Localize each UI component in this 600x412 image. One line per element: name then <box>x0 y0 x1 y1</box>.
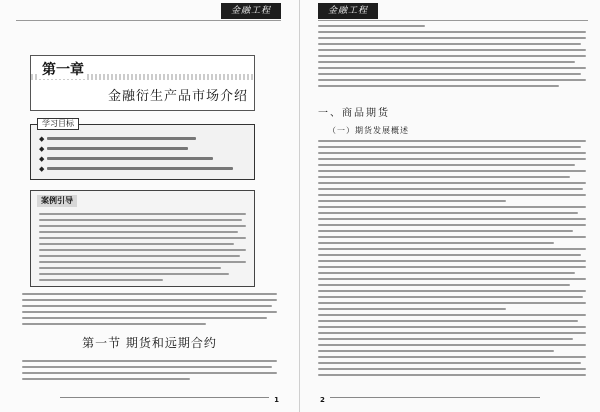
text-line <box>318 320 578 322</box>
text-line <box>318 314 586 316</box>
text-line <box>22 323 206 325</box>
text-line <box>318 176 570 178</box>
text-line <box>39 213 246 215</box>
text-line <box>22 317 267 319</box>
text-line <box>318 356 586 358</box>
text-line <box>39 243 234 245</box>
text-line <box>318 73 581 75</box>
text-line <box>318 31 586 33</box>
header-rule <box>16 20 281 21</box>
page-number: 2 <box>320 396 325 404</box>
text-line <box>39 279 163 281</box>
case-study-text <box>39 213 246 285</box>
text-line <box>318 302 586 304</box>
section-paragraph <box>22 360 277 384</box>
text-line <box>47 147 188 150</box>
text-line <box>22 299 277 301</box>
objective-item <box>39 144 246 153</box>
text-line <box>318 350 554 352</box>
text-line <box>318 170 586 172</box>
text-line <box>318 194 586 196</box>
intro-paragraph <box>22 293 277 329</box>
text-line <box>47 157 213 160</box>
text-line <box>318 290 586 292</box>
text-line <box>318 61 575 63</box>
diamond-bullet-icon: ◆ <box>39 134 45 143</box>
text-line <box>318 218 586 220</box>
text-line <box>22 293 277 295</box>
text-line <box>318 188 583 190</box>
text-line <box>318 182 586 184</box>
text-line <box>39 267 221 269</box>
footer-rule <box>60 397 269 398</box>
running-header: 金融工程 <box>318 3 378 19</box>
subsection-heading: （一）期货发展概述 <box>328 126 409 135</box>
section-heading: 第一节 期货和远期合约 <box>82 336 217 350</box>
text-line <box>39 261 246 263</box>
text-line <box>318 55 586 57</box>
text-line <box>39 237 246 239</box>
text-line <box>318 308 506 310</box>
text-line <box>47 167 233 170</box>
text-line <box>22 366 272 368</box>
text-line <box>39 219 242 221</box>
text-line <box>39 273 229 275</box>
text-line <box>318 67 586 69</box>
objectives-list <box>39 134 246 174</box>
text-line <box>318 85 559 87</box>
text-line <box>39 255 240 257</box>
text-line <box>22 360 277 362</box>
text-line <box>318 332 586 334</box>
text-line <box>39 249 246 251</box>
diamond-bullet-icon: ◆ <box>39 154 45 163</box>
text-line <box>318 368 586 370</box>
text-line <box>39 231 238 233</box>
section-heading: 一、商品期货 <box>318 108 390 119</box>
text-line <box>47 137 196 140</box>
text-line <box>318 200 506 202</box>
diamond-bullet-icon: ◆ <box>39 144 45 153</box>
body-text <box>318 140 586 380</box>
text-line <box>318 266 586 268</box>
chapter-number: 第一章 <box>39 59 87 79</box>
text-line <box>318 374 586 376</box>
text-line <box>22 378 190 380</box>
right-page <box>300 0 600 412</box>
text-line <box>318 278 586 280</box>
text-line <box>318 242 554 244</box>
chapter-banner <box>30 55 255 111</box>
text-line <box>318 338 573 340</box>
text-line <box>318 164 575 166</box>
case-study-box <box>30 190 255 287</box>
case-study-label: 案例引导 <box>37 195 77 207</box>
text-line <box>318 260 586 262</box>
text-line <box>318 296 583 298</box>
text-line <box>22 372 277 374</box>
objectives-label: 学习目标 <box>37 118 79 130</box>
objective-item <box>39 134 246 143</box>
text-line <box>318 230 573 232</box>
diamond-bullet-icon: ◆ <box>39 164 45 173</box>
text-line <box>318 284 570 286</box>
running-header: 金融工程 <box>221 3 281 19</box>
text-line <box>318 326 586 328</box>
text-line <box>318 79 586 81</box>
page-number: 1 <box>274 396 279 404</box>
text-line <box>318 49 586 51</box>
text-line <box>318 212 578 214</box>
text-line <box>318 206 586 208</box>
text-line <box>318 140 586 142</box>
text-line <box>318 236 586 238</box>
text-line <box>22 311 277 313</box>
text-line <box>318 43 581 45</box>
text-line <box>318 25 425 27</box>
objective-item <box>39 164 246 173</box>
text-line <box>318 272 575 274</box>
header-rule <box>318 20 588 21</box>
text-line <box>318 152 586 154</box>
learning-objectives-box <box>30 119 255 180</box>
text-line <box>318 344 586 346</box>
text-line <box>318 37 586 39</box>
objective-item <box>39 154 246 163</box>
text-line <box>22 305 272 307</box>
text-line <box>39 225 246 227</box>
text-line <box>318 248 586 250</box>
text-line <box>318 158 586 160</box>
chapter-title: 金融衍生产品市场介绍 <box>107 89 248 104</box>
text-line <box>318 362 581 364</box>
footer-rule <box>330 397 540 398</box>
text-line <box>318 224 586 226</box>
text-line <box>318 146 581 148</box>
text-line <box>318 254 581 256</box>
continued-paragraph <box>318 25 586 91</box>
